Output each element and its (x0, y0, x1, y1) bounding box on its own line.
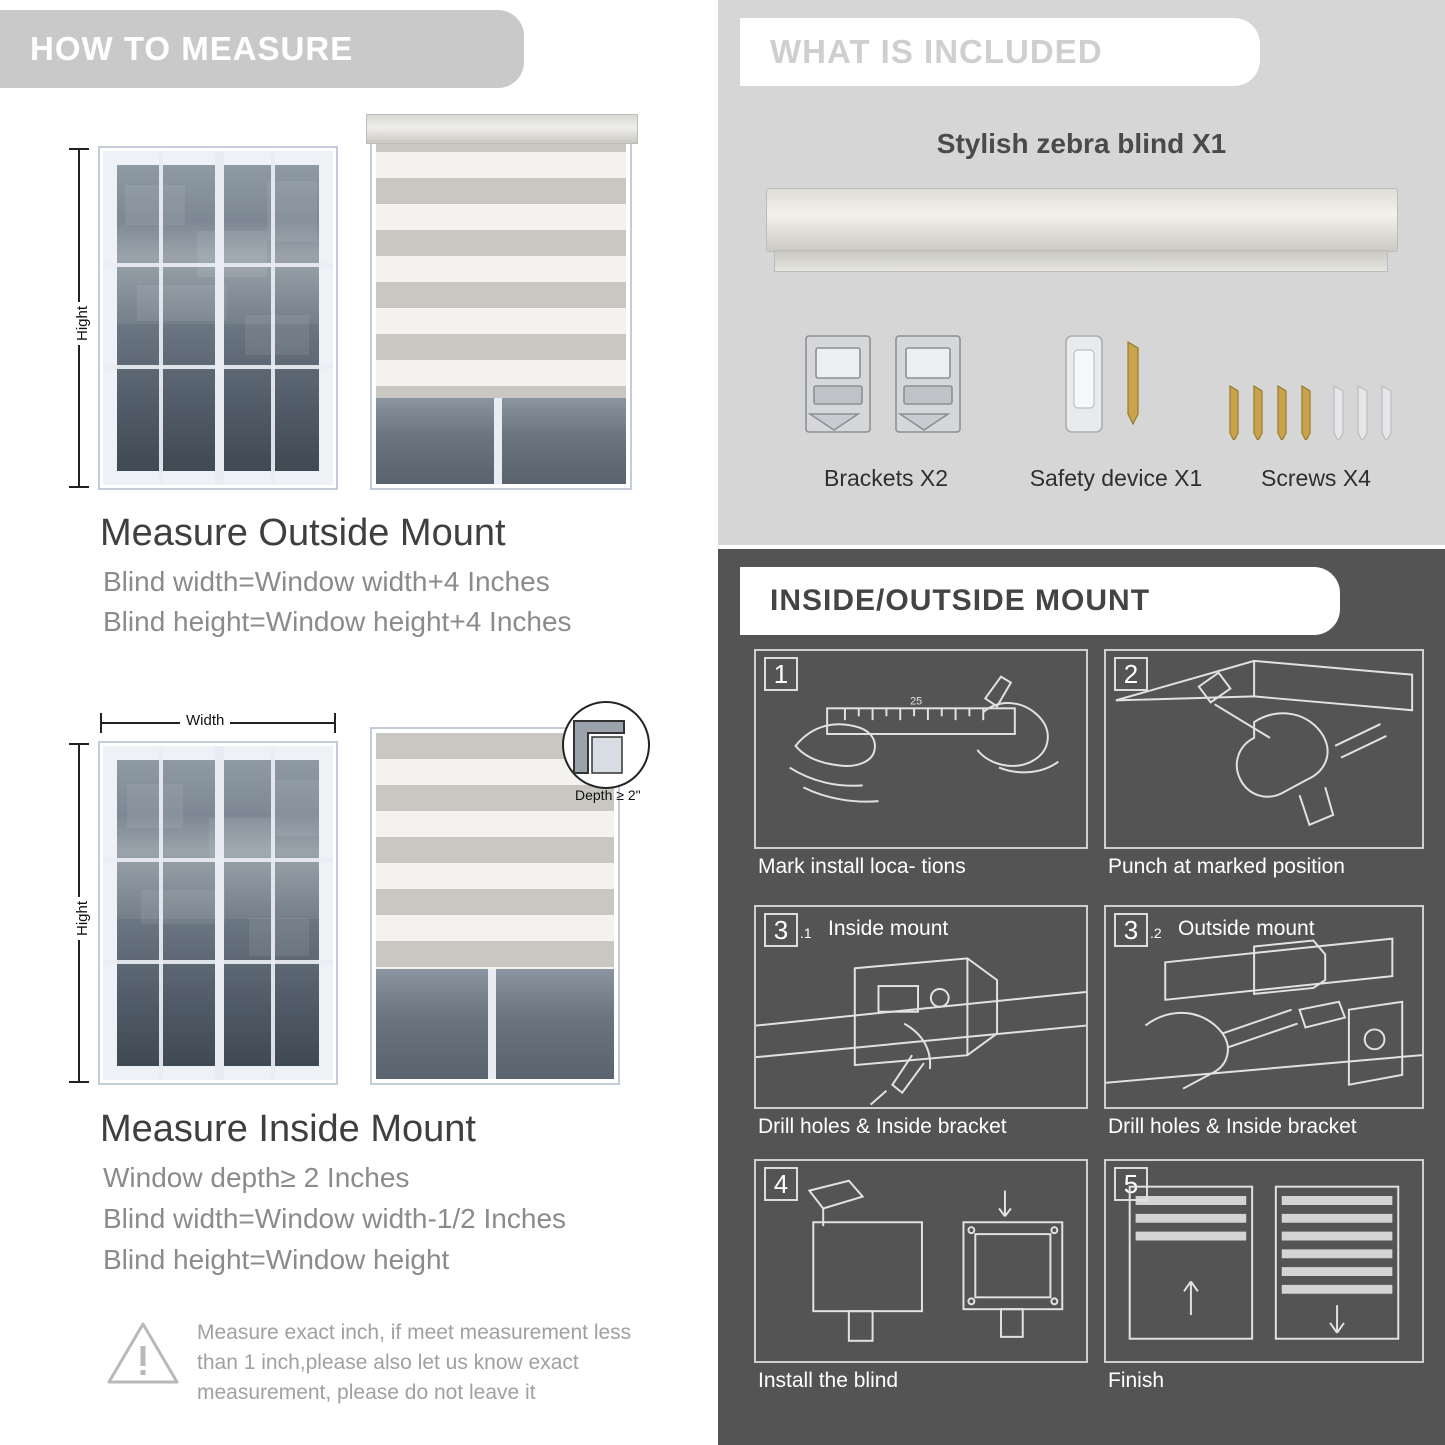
how-to-measure-title: HOW TO MEASURE (30, 30, 354, 67)
inside-outside-mount-panel (718, 549, 1445, 1445)
step-5-card (1104, 1159, 1424, 1363)
screws-label: Screws X4 (1261, 465, 1371, 491)
bracket-screwdriver-icon (756, 907, 1086, 1109)
outside-window-grid-h1 (103, 263, 333, 267)
brackets-icon (800, 330, 970, 440)
inside-window-mullion (215, 746, 224, 1080)
depth-detail-icon (564, 703, 648, 787)
step-5-caption: Finish (1108, 1369, 1165, 1392)
zebra-blind-headrail-icon (766, 188, 1398, 252)
outside-height-label: Hight (72, 302, 93, 345)
step-3-2-caption: Drill holes & Inside bracket (1108, 1115, 1357, 1138)
inside-window-grid-h2 (103, 960, 333, 964)
step-3-2-subtitle: Outside mount (1178, 917, 1315, 940)
hand-ruler-pencil-icon (756, 651, 1086, 849)
step-1-caption: Mark install loca- tions (758, 855, 966, 878)
step-1-number: 1 (764, 657, 798, 691)
step-1-card (754, 649, 1088, 849)
step-2-card (1104, 649, 1424, 849)
outside-window-grid-h2 (103, 365, 333, 369)
brackets-label: Brackets X2 (824, 465, 948, 491)
outside-window-graphic (100, 148, 336, 488)
outside-bracket-icon (1106, 907, 1422, 1108)
inside-window-graphic (100, 743, 336, 1083)
inside-mount-line3: Blind height=Window height (103, 1244, 450, 1275)
outside-window-mullion (215, 151, 224, 485)
outside-window-grid-v2 (271, 151, 275, 485)
outside-mount-heading: Measure Outside Mount (100, 512, 506, 554)
how-to-measure-tab (0, 10, 524, 88)
depth-callout-circle (562, 701, 650, 789)
step-4-card (754, 1159, 1088, 1363)
outside-blind-valance (366, 114, 638, 144)
safety-device-label: Safety device X1 (1029, 465, 1203, 491)
step-4-caption: Install the blind (758, 1369, 899, 1392)
step-3-1-subtitle: Inside mount (828, 917, 949, 940)
inside-width-tick-left (100, 713, 102, 733)
warning-triangle-icon (105, 1318, 181, 1388)
step-3-1-number: 3 (764, 913, 798, 947)
depth-label: Depth ≥ 2" (575, 787, 641, 803)
outside-height-tick-top (69, 148, 89, 150)
inside-mount-line1: Window depth≥ 2 Inches (103, 1162, 410, 1193)
step-5-number: 5 (1114, 1167, 1148, 1201)
outside-blind-shade (376, 126, 626, 398)
step-2-number: 2 (1114, 657, 1148, 691)
inside-mount-diagram (0, 695, 714, 1095)
inside-mount-heading: Measure Inside Mount (100, 1108, 476, 1150)
inside-window-grid-v2 (271, 746, 275, 1080)
outside-mount-line2: Blind height=Window height+4 Inches (103, 606, 572, 637)
step-3-2-number: 3 (1114, 913, 1148, 947)
inside-outside-mount-title: INSIDE/OUTSIDE MOUNT (770, 584, 1151, 617)
measure-warning (105, 1318, 645, 1418)
step-4-number: 4 (764, 1167, 798, 1201)
step-2-caption: Punch at marked position (1108, 855, 1345, 878)
inside-height-label: Hight (72, 897, 93, 940)
outside-mount-line1: Blind width=Window width+4 Inches (103, 566, 550, 597)
outside-blind-window-graphic (372, 122, 630, 488)
step-3-1-caption: Drill holes & Inside bracket (758, 1115, 1007, 1138)
what-is-included-panel (718, 0, 1445, 545)
inside-width-label: Width (180, 712, 230, 729)
inside-width-tick-right (334, 713, 336, 733)
outside-window-grid-v1 (159, 151, 163, 485)
finished-blind-icon (1106, 1161, 1422, 1362)
safety-device-icon (1048, 330, 1188, 440)
zebra-blind-headrail-lip (774, 250, 1388, 272)
what-is-included-tab (740, 18, 1260, 86)
inside-height-tick-top (69, 743, 89, 745)
svg-text:25: 25 (910, 695, 923, 708)
included-main-item-label: Stylish zebra blind X1 (936, 128, 1227, 159)
inside-height-tick-bottom (69, 1081, 89, 1083)
step-3-1-superscript: .1 (800, 925, 812, 941)
inside-window-grid-v1 (159, 746, 163, 1080)
outside-blind-glass (376, 398, 626, 484)
how-to-measure-panel (0, 0, 714, 1445)
what-is-included-title: WHAT IS INCLUDED (770, 33, 1103, 70)
screws-icon (1216, 330, 1396, 440)
step-3-2-superscript: .2 (1150, 925, 1162, 941)
inside-blind-window-graphic (372, 729, 618, 1083)
inside-blind-glass (376, 969, 614, 1079)
outside-height-tick-bottom (69, 486, 89, 488)
step-3-1-card (754, 905, 1088, 1109)
install-blind-icon (756, 1161, 1086, 1363)
outside-mount-diagram (0, 100, 714, 500)
inside-window-grid-h1 (103, 858, 333, 862)
drill-icon (1106, 651, 1422, 849)
measure-warning-text: Measure exact inch, if meet measurement less than 1 inch,please also let us know exact measurement, please do not leave it (197, 1321, 632, 1404)
inside-mount-line2: Blind width=Window width-1/2 Inches (103, 1203, 567, 1234)
step-3-2-card (1104, 905, 1424, 1109)
inside-outside-mount-tab (740, 567, 1340, 635)
